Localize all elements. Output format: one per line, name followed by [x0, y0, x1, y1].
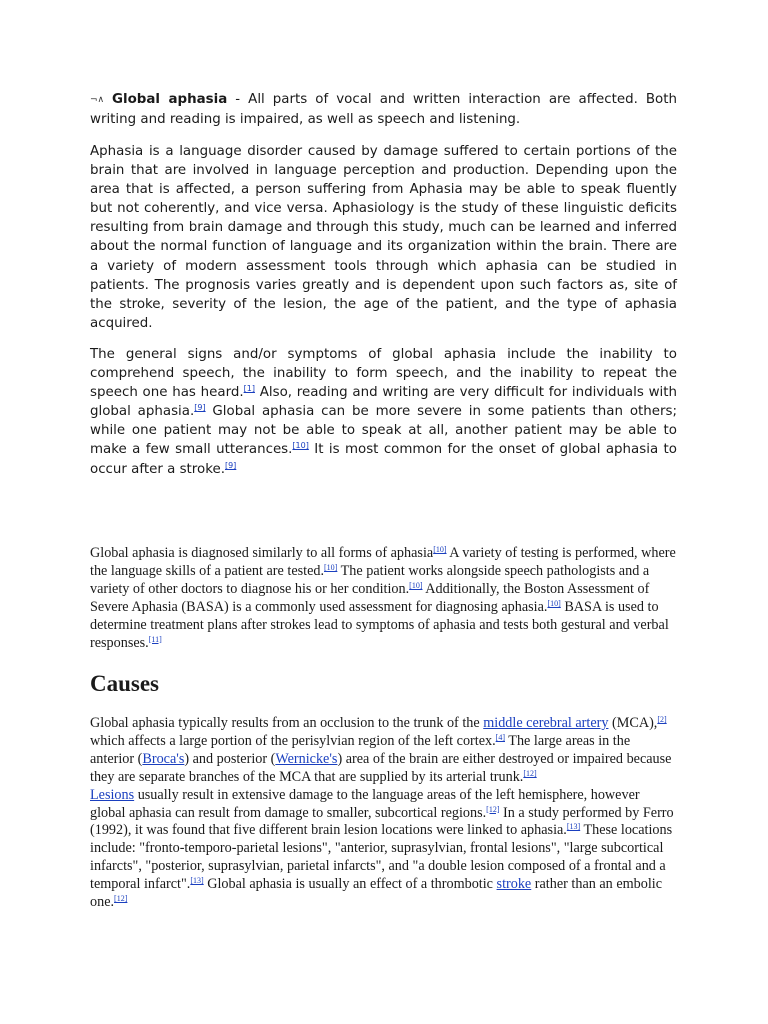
bullet-icon: ¬∧ [90, 95, 105, 105]
citation-link[interactable]: [10] [292, 441, 309, 451]
citation-link[interactable]: [12] [486, 804, 500, 814]
citation-link[interactable]: [10] [433, 545, 447, 554]
definition-paragraph: ¬∧ Global aphasia - All parts of vocal and written interaction are affected. Both writing and reading is impaired, as well as speech and listening. [90, 92, 677, 128]
aphasia-intro-paragraph: Aphasia is a language disorder caused by damage suffered to certain portions of the brain that are involved in language perception and production. Depending upon the area that is affected, a person suffering from Aphasia may be able to speak fluently but not coherently, and vice versa. Aphasiology is the study of these linguistic deficits resulting from brain damage and through this study, much can be learned and inferred about the normal function of language and its organization within the brain. There are a variety of modern assessment tools through which aphasia can be studied in patients. The prognosis varies greatly and is dependent upon such factors as, site of the stroke, severity of the lesion, the age of the patient, and the type of aphasia acquired. [90, 144, 677, 331]
citation-link[interactable]: [13] [190, 876, 204, 886]
citation-link[interactable]: [12] [523, 768, 537, 778]
link-lesions[interactable]: Lesions [90, 786, 135, 803]
term-global-aphasia: Global aphasia [112, 92, 228, 107]
citation-link[interactable]: [1] [243, 384, 255, 394]
citation-link[interactable]: [10] [409, 580, 423, 590]
citation-link[interactable]: [9] [194, 403, 206, 413]
citation-link[interactable]: [10] [324, 562, 338, 572]
link-wernickes-area[interactable]: Wernicke's [275, 750, 338, 767]
citation-link[interactable]: [11] [148, 634, 162, 644]
causes-paragraph: Global aphasia typically results from an occlusion to the trunk of the middle cerebral artery (MCA),[2] which affects a large portion of the perisylvian region of the left cortex.[4] The large areas in the anterior (Broca's) and posterior (Wernicke's) area of the brain are either destroyed or impaired because they are separate branches of the MCA that are supplied by its arterial trunk.[12] Lesions usually result in extensive damage to the language areas of the left hemisphere, however global aphasia can result from damage to smaller, subcortical regions.[12] In a study performed by Ferro (1992), it was found that five different brain lesion locations were linked to aphasia.[13] These locations include: "fronto-temporo-parietal lesions", "anterior, suprasylvian, frontal lesions", "large subcortical infarcts", "posterior, suprasylvian, parietal infarcts", and "a double lesion composed of a frontal and a temporal infarct".[13] Global aphasia is usually an effect of a thrombotic stroke rather than an embolic one.[12] [90, 715, 674, 911]
link-middle-cerebral-artery[interactable]: middle cerebral artery [483, 715, 609, 731]
citation-link[interactable]: [2] [657, 715, 667, 724]
citation-link[interactable]: [4] [495, 732, 505, 742]
causes-heading: Causes [90, 671, 160, 696]
citation-link[interactable]: [9] [224, 460, 237, 470]
symptoms-paragraph: The general signs and/or symptoms of global aphasia include the inability to comprehend speech, the inability to form speech, and the inability to repeat the speech one has heard.[1] Also, reading and writing are very difficult for individuals with global aphasia.[9] Global aphasia can be more severe in some patients than others; while one patient may not be able to speak at all, another patient may be able to make a few small utterances.[10] It is most common for the onset of global aphasia to occur after a stroke.[9] [90, 347, 677, 477]
citation-link[interactable]: [10] [547, 598, 561, 608]
diagnosis-paragraph: Global aphasia is diagnosed similarly to all forms of aphasia[10] A variety of testing is performed, where the language skills of a patient are tested.[10] The patient works alongside speech pathologists and a variety of other doctors to diagnose his or her condition.[10] Additionally, the Boston Assessment of Severe Aphasia (BASA) is a commonly used assessment for diagnosing aphasia.[10] BASA is used to determine treatment plans after strokes lead to symptoms of aphasia and tests both gestural and verbal responses.[11] [90, 545, 676, 651]
link-brocas-area[interactable]: Broca's [142, 750, 185, 767]
citation-link[interactable]: [13] [566, 822, 581, 832]
citation-link[interactable]: [12] [114, 894, 128, 904]
link-stroke[interactable]: stroke [496, 876, 532, 893]
